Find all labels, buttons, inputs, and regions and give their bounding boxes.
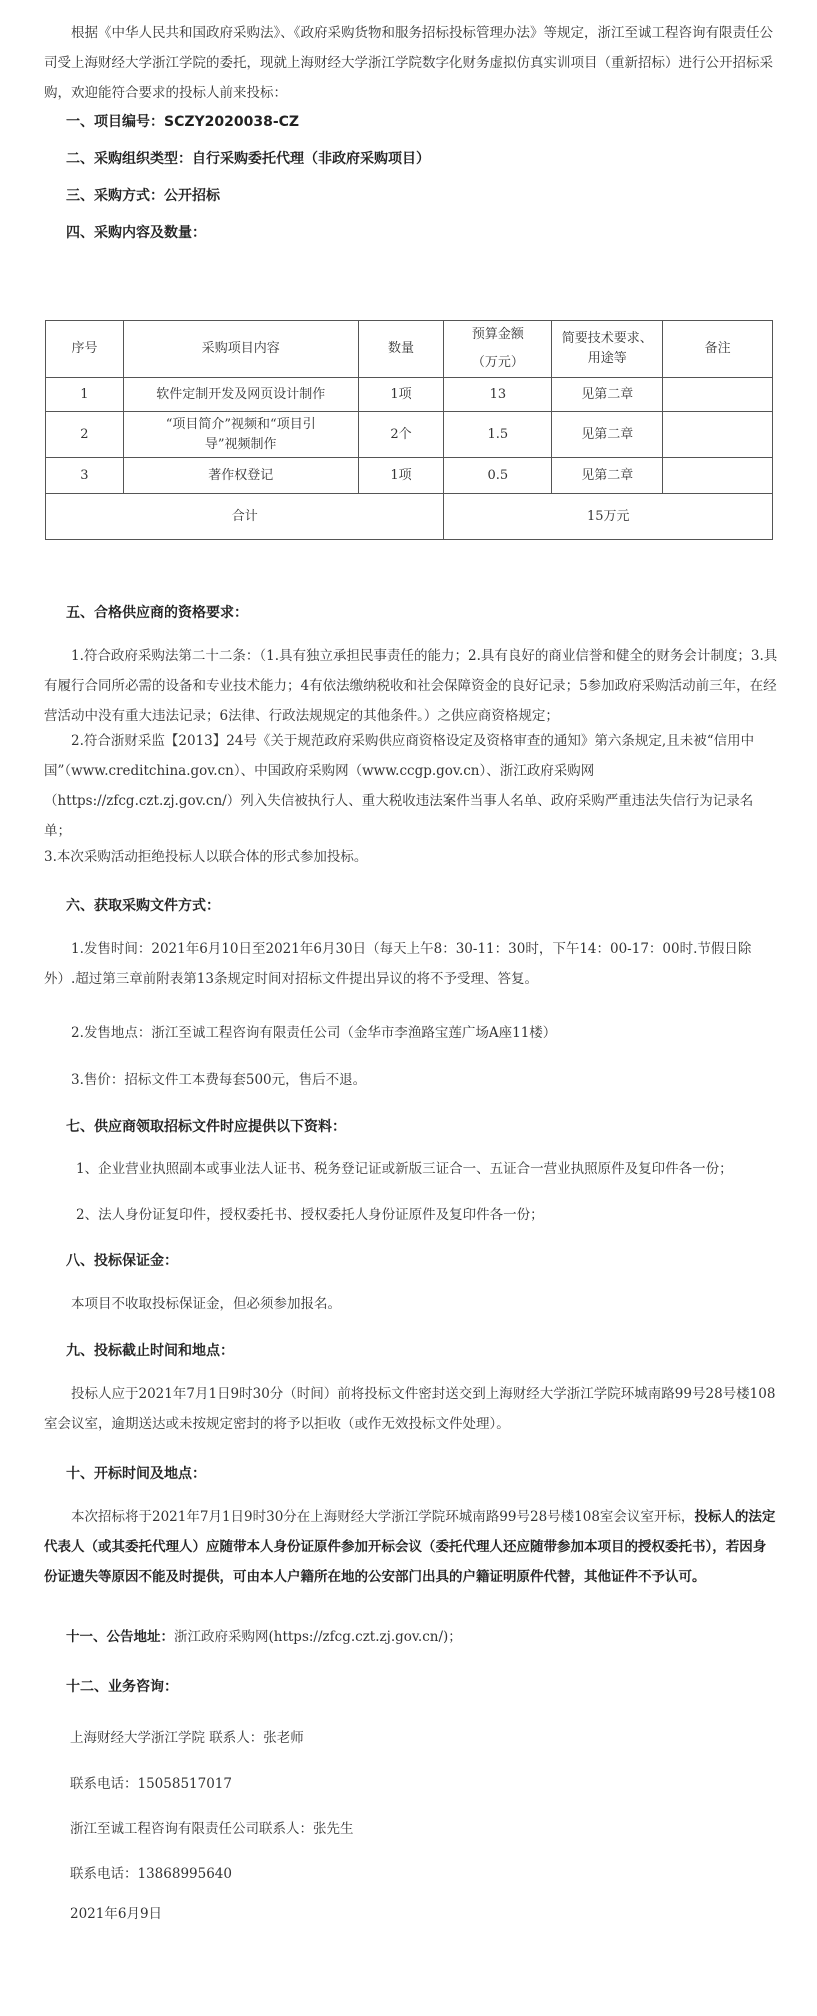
cell-content: “项目简介”视频和“项目引导”视频制作 [123, 412, 358, 458]
contact-1: 上海财经大学浙江学院 联系人：张老师 [70, 1730, 304, 1746]
cell-quantity: 1项 [358, 458, 444, 494]
cell-quantity: 1项 [358, 378, 444, 412]
cell-budget: 13 [444, 378, 552, 412]
address-label: 十一、公告地址： [66, 1629, 174, 1645]
deposit-text: 本项目不收取投标保证金，但必须参加报名。 [71, 1296, 341, 1312]
section-opening: 十、开标时间及地点： [66, 1466, 206, 1482]
cell-content: 软件定制开发及网页设计制作 [123, 378, 358, 412]
cell-remarks [663, 378, 773, 412]
obtain-3: 3.售价：招标文件工本费每套500元，售后不退。 [71, 1072, 367, 1088]
cell-index: 2 [46, 412, 124, 458]
address-value: 浙江政府采购网(https://zfcg.czt.zj.gov.cn/)； [174, 1629, 462, 1645]
section-organization-type: 二、采购组织类型：自行采购委托代理（非政府采购项目） [66, 151, 430, 167]
cell-index: 1 [46, 378, 124, 412]
section-consultation: 十二、业务咨询： [66, 1679, 178, 1695]
section-deposit: 八、投标保证金： [66, 1253, 178, 1269]
header-quantity: 数量 [358, 321, 444, 378]
header-content: 采购项目内容 [123, 321, 358, 378]
cell-requirements: 见第二章 [552, 458, 663, 494]
opening-text-bold: 投标人的法定代表人（或其委托代理人）应随带本人身份证原件参加开标会议（委托代理人还应随带参加本项目的授权委托书），若因身份证遗失等原因不能及时提供，可由本人户籍所在地的公安部门出具的户籍证明原件代替，其他证件不予认可。 [44, 1509, 776, 1585]
obtain-2: 2.发售地点：浙江至诚工程咨询有限责任公司（金华市李渔路宝莲广场A座11楼） [71, 1025, 557, 1041]
section-content-quantity: 四、采购内容及数量： [66, 225, 206, 241]
header-budget [444, 321, 552, 378]
cell-budget: 0.5 [444, 458, 552, 494]
header-budget-unit: （万元） [471, 355, 524, 370]
qualification-3: 3.本次采购活动拒绝投标人以联合体的形式参加投标。 [44, 849, 368, 865]
qualification-2: 2.符合浙财采监【2013】24号《关于规范政府采购供应商资格设定及资格审查的通知》第六条规定,且未被“信用中国”（www.creditchina.gov.cn）、中国政府采购网（www.ccgp.gov.cn）、浙江政府采购网（https://zfcg.czt.zj.gov.cn/）列入失信被执行人、重大税收违法案件当事人名单、政府采购严重违法失信行为记录名单； [44, 733, 755, 839]
cell-index: 3 [46, 458, 124, 494]
table-row [46, 458, 773, 494]
header-requirements: 简要技术要求、用途等 [552, 321, 663, 378]
section-required-materials: 七、供应商领取招标文件时应提供以下资料： [66, 1119, 346, 1135]
section-project-number: 一、项目编号：SCZY2020038-CZ [66, 114, 300, 130]
header-remarks: 备注 [663, 321, 773, 378]
header-budget-label: 预算金额 [471, 327, 524, 342]
cell-quantity: 2个 [358, 412, 444, 458]
cell-remarks [663, 412, 773, 458]
deadline-text: 投标人应于2021年7月1日9时30分（时间）前将投标文件密封送交到上海财经大学浙江学院环城南路99号28号楼108室会议室，逾期送达或未按规定密封的将予以拒收（或作无效投标文件处理）。 [44, 1386, 776, 1432]
intro-paragraph: 根据《中华人民共和国政府采购法》、《政府采购货物和服务招标投标管理办法》等规定，浙江至诚工程咨询有限责任公司受上海财经大学浙江学院的委托，现就上海财经大学浙江学院数字化财务虚拟仿真实训项目（重新招标）进行公开招标采购，欢迎能符合要求的投标人前来投标： [44, 25, 773, 101]
contact-2: 浙江至诚工程咨询有限责任公司联系人：张先生 [70, 1821, 354, 1837]
materials-2: 2、法人身份证复印件，授权委托书、授权委托人身份证原件及复印件各一份； [76, 1207, 544, 1223]
phone-2: 联系电话：13868995640 [70, 1866, 232, 1882]
section-deadline: 九、投标截止时间和地点： [66, 1343, 234, 1359]
section-procurement-method: 三、采购方式：公开招标 [66, 188, 220, 204]
header-index: 序号 [46, 321, 124, 378]
section-obtain-documents: 六、获取采购文件方式： [66, 898, 220, 914]
table-row [46, 412, 773, 458]
obtain-1: 1.发售时间：2021年6月10日至2021年6月30日（每天上午8：30-11：30时，下午14：00-17：00时.节假日除外）.超过第三章前附表第13条规定时间对招标文件提出异议的将不予受理、答复。 [44, 941, 752, 987]
table-row [46, 378, 773, 412]
cell-content: 著作权登记 [123, 458, 358, 494]
opening-text-normal: 本次招标将于2021年7月1日9时30分在上海财经大学浙江学院环城南路99号28号楼108室会议室开标， [71, 1509, 695, 1525]
total-label: 合计 [46, 494, 444, 540]
table-total-row [46, 494, 773, 540]
phone-1: 联系电话：15058517017 [70, 1776, 232, 1792]
total-value: 15万元 [444, 494, 773, 540]
announcement-address [66, 1622, 779, 1652]
opening-text [44, 1502, 779, 1592]
cell-requirements: 见第二章 [552, 412, 663, 458]
table-header-row [46, 321, 773, 378]
cell-budget: 1.5 [444, 412, 552, 458]
procurement-table [45, 320, 773, 540]
publish-date: 2021年6月9日 [70, 1906, 163, 1922]
materials-1: 1、企业营业执照副本或事业法人证书、税务登记证或新版三证合一、五证合一营业执照原件及复印件各一份； [76, 1161, 733, 1177]
cell-requirements: 见第二章 [552, 378, 663, 412]
cell-remarks [663, 458, 773, 494]
section-qualifications: 五、合格供应商的资格要求： [66, 605, 248, 621]
qualification-1: 1.符合政府采购法第二十二条：（1.具有独立承担民事责任的能力；2.具有良好的商业信誉和健全的财务会计制度；3.具有履行合同所必需的设备和专业技术能力；4有依法缴纳税收和社会保障资金的良好记录；5参加政府采购活动前三年，在经营活动中没有重大违法记录；6法律、行政法规规定的其他条件。）之供应商资格规定； [44, 648, 778, 724]
